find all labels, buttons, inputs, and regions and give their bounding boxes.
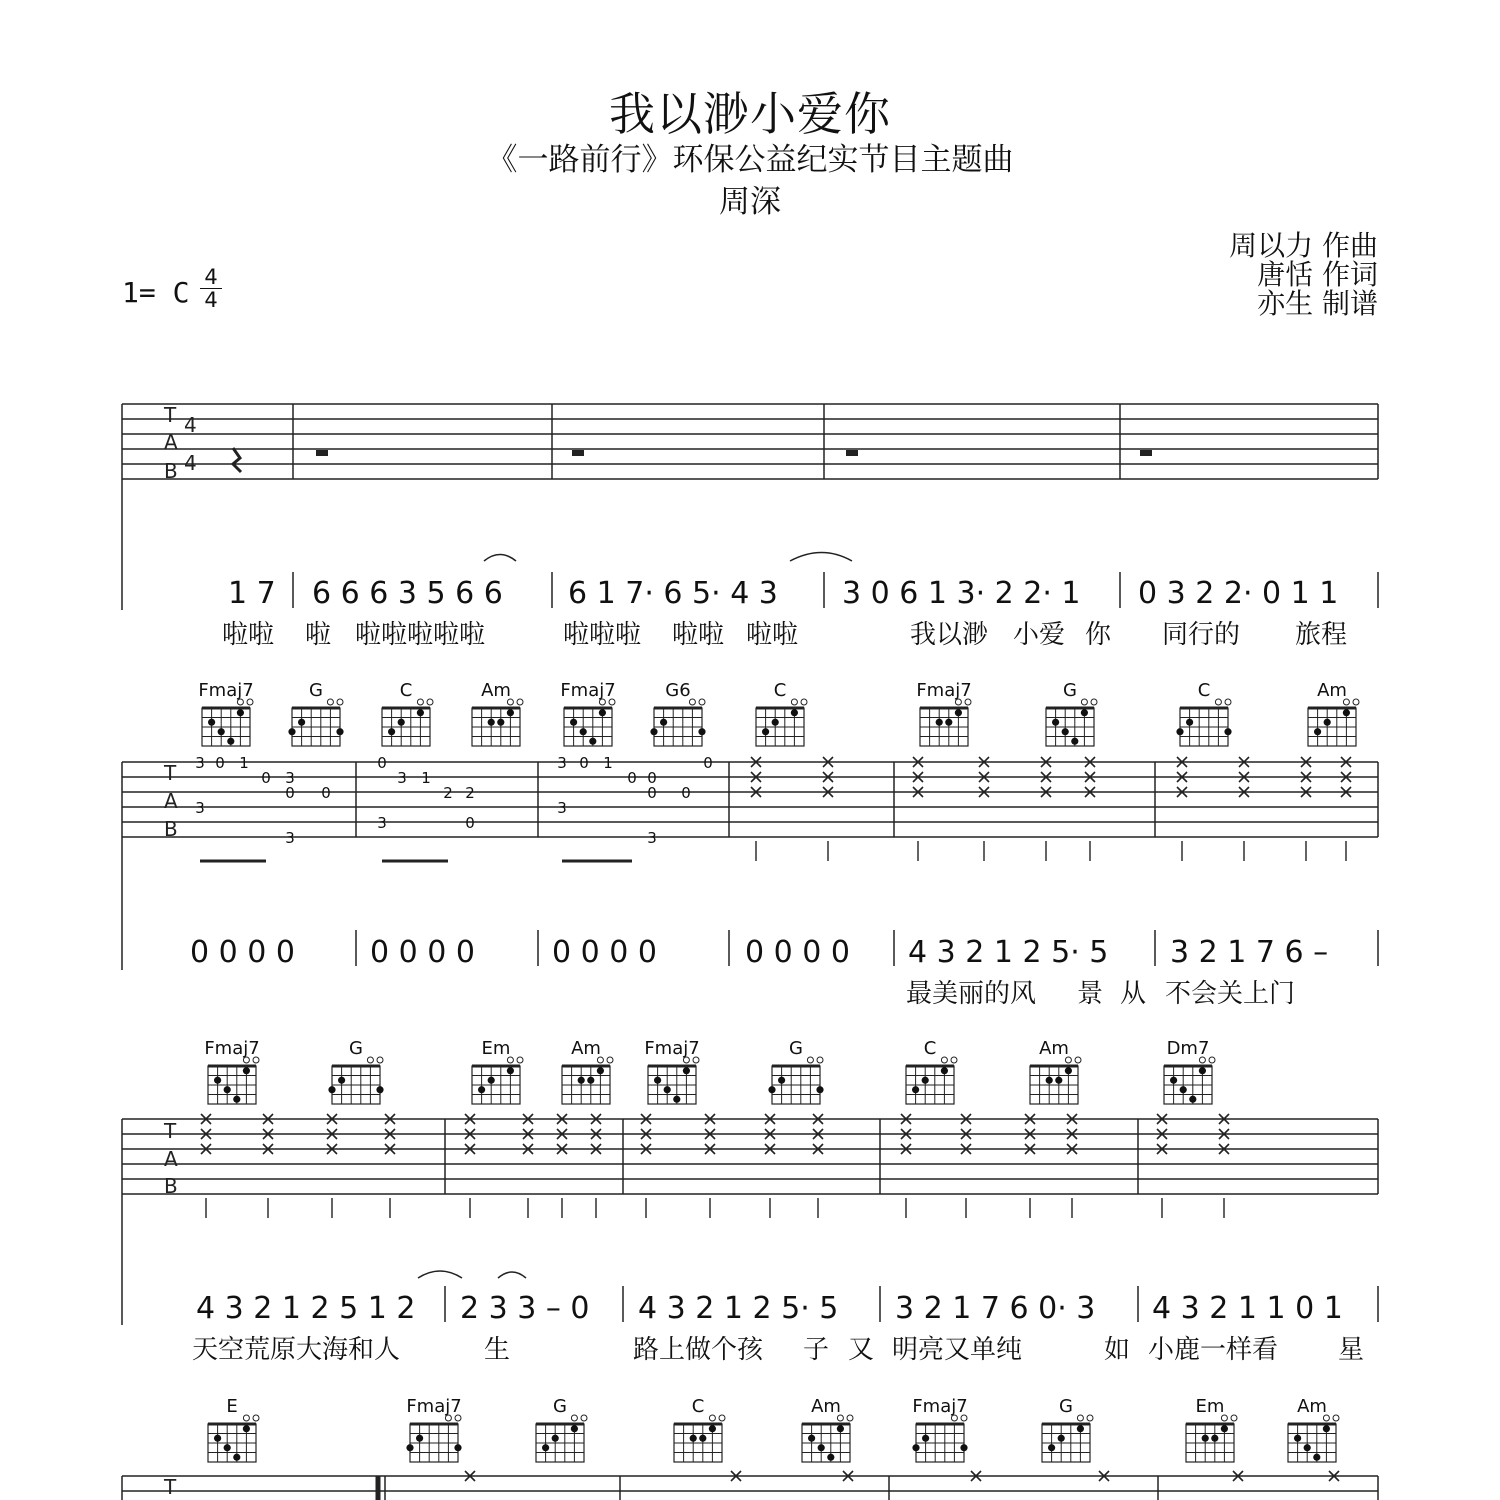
chord-diagram [406, 1396, 461, 1462]
credit-lyricist: 唐恬 作词 [1257, 258, 1378, 291]
chord-name: Fmaj7 [916, 680, 972, 701]
chord-name: G [789, 1038, 803, 1059]
chord-name: Am [571, 1038, 601, 1059]
melody-measure: 0 0 0 0 [190, 935, 295, 970]
chord-name: C [399, 680, 413, 701]
chord-name: Fmaj7 [406, 1396, 462, 1417]
tab-letter-t: T [164, 1119, 177, 1143]
lyric-word: 啦啦啦 [563, 620, 642, 650]
melody-line-2 [190, 930, 1378, 970]
fret-number: 0 [647, 784, 657, 802]
key-signature: 1= C [122, 276, 190, 309]
melody-measure: 0 0 0 0 [745, 935, 850, 970]
fret-number: 0 [703, 754, 713, 772]
chord-diagram [1164, 1038, 1215, 1104]
chord-name: Fmaj7 [912, 1396, 968, 1417]
fret-number: 3 [285, 829, 295, 847]
fret-number: 0 [627, 769, 637, 787]
melody-measure: 3 0 6 1 3· 2 2· 1 [842, 576, 1081, 611]
tab-letter-a: A [164, 789, 178, 813]
lyric-word: 小鹿一样看 [1148, 1335, 1279, 1365]
fret-number: 1 [603, 754, 613, 772]
chord-diagram [328, 1038, 383, 1104]
melody-measure: 6 6 6 3 5 6 6 [312, 576, 503, 611]
chord-diagram [536, 1396, 587, 1462]
tab-letter-b: B [164, 817, 178, 841]
chord-name: G [553, 1396, 567, 1417]
melody-measure: 3 2 1 7 6 0· 3 [895, 1291, 1096, 1326]
fret-number: 3 [285, 769, 295, 787]
fret-number: 0 [215, 754, 225, 772]
chord-diagram [768, 1038, 823, 1104]
fret-number: 0 [261, 769, 271, 787]
chord-diagram [650, 680, 705, 746]
chord-diagram [644, 1038, 699, 1104]
fret-number: 0 [377, 754, 387, 772]
chord-name: E [226, 1396, 238, 1417]
fret-number: 1 [421, 769, 431, 787]
lyric-word: 啦啦 [222, 620, 275, 650]
chord-diagram [204, 1038, 259, 1104]
fret-number: 3 [557, 754, 567, 772]
singer-name: 周深 [719, 184, 781, 220]
lyric-word: 明亮又单纯 [892, 1335, 1023, 1365]
fret-number: 0 [465, 814, 475, 832]
fret-number: 0 [285, 784, 295, 802]
credit-composer: 周以力 作曲 [1229, 229, 1378, 262]
melody-measure: 6 1 7· 6 5· 4 3 [568, 576, 778, 611]
melody-measure: 4 3 2 1 1 0 1 [1152, 1291, 1343, 1326]
chord-name: Am [481, 680, 511, 701]
chord-name: Fmaj7 [560, 680, 616, 701]
tab-letter-t: T [164, 403, 177, 427]
intro-rests [233, 448, 1152, 472]
fret-number: 3 [647, 829, 657, 847]
tab-staff-4 [122, 1476, 1378, 1500]
lyric-word: 旅程 [1295, 620, 1348, 650]
chord-diagram [674, 1396, 725, 1462]
lyric-word: 同行的 [1162, 620, 1241, 650]
lyric-word: 景 [1077, 979, 1104, 1009]
lyrics-line-3 [192, 1335, 1364, 1365]
chord-row-1 [198, 680, 1359, 746]
time-signature-top: 4 [200, 266, 222, 289]
melody-measure: 3 2 1 7 6 – [1170, 935, 1329, 970]
chord-diagram [208, 1396, 259, 1462]
chord-name: C [923, 1038, 937, 1059]
chord-name: Am [811, 1396, 841, 1417]
chord-name: C [773, 680, 787, 701]
chord-diagram [1046, 680, 1097, 746]
melody-measure: 0 0 0 0 [370, 935, 475, 970]
melody-measure: 0 3 2 2· 0 1 1 [1138, 576, 1339, 611]
melody-measure: 1 7 [228, 576, 276, 611]
chord-diagram [560, 680, 615, 746]
tab-clef-2 [163, 761, 178, 841]
fret-number: 3 [195, 754, 205, 772]
credit-transcriber: 亦生 制谱 [1257, 287, 1378, 320]
chord-name: Am [1039, 1038, 1069, 1059]
chord-diagram [472, 680, 523, 746]
tab-letter-a: A [164, 1147, 178, 1171]
chord-name: Em [1195, 1396, 1225, 1417]
fret-number: 2 [443, 784, 453, 802]
chord-name: Em [481, 1038, 511, 1059]
fret-number: 3 [377, 814, 387, 832]
tab-letter-b: B [164, 459, 178, 483]
fret-number: 0 [579, 754, 589, 772]
lyric-word: 天空荒原大海和人 [192, 1335, 401, 1365]
melody-measure: 4 3 2 1 2 5· 5 [908, 935, 1109, 970]
chord-diagram [756, 680, 807, 746]
lyric-word: 生 [484, 1335, 511, 1365]
chord-diagram [472, 1038, 523, 1104]
chord-diagram [562, 1038, 613, 1104]
lyric-word: 路上做个孩 [633, 1335, 764, 1365]
lyric-word: 如 [1104, 1335, 1131, 1365]
lyric-word: 啦 [305, 620, 332, 650]
time-signature-bottom: 4 [204, 288, 218, 312]
chord-diagram [288, 680, 343, 746]
lyric-word: 从 [1120, 979, 1147, 1009]
lyric-word: 不会关上门 [1165, 979, 1296, 1009]
tab-letter-b: B [164, 1174, 178, 1198]
chord-diagram [1042, 1396, 1093, 1462]
fret-number: 2 [465, 784, 475, 802]
song-title: 我以渺小爱你 [609, 87, 891, 141]
chord-name: Fmaj7 [198, 680, 254, 701]
tab-letter-t: T [164, 761, 177, 785]
lyric-word: 又 [848, 1335, 875, 1365]
melody-line-3 [196, 1271, 1378, 1326]
chord-row-2 [204, 1038, 1215, 1104]
chord-diagram [382, 680, 433, 746]
chord-name: Fmaj7 [204, 1038, 260, 1059]
tab-time-top: 4 [184, 413, 197, 437]
lyric-word: 最美丽的风 [906, 979, 1037, 1009]
fret-number: 0 [321, 784, 331, 802]
lyric-word: 星 [1338, 1335, 1365, 1365]
fret-number: 0 [681, 784, 691, 802]
lyric-word: 我以渺 [910, 620, 989, 650]
chord-name: G [1059, 1396, 1073, 1417]
chord-name: G6 [665, 680, 691, 701]
chord-row-3 [208, 1396, 1339, 1462]
fret-number: 3 [397, 769, 407, 787]
lyric-word: 小爱 [1013, 620, 1066, 650]
chord-name: C [691, 1396, 705, 1417]
chord-diagram [1288, 1396, 1339, 1462]
fret-number: 0 [647, 769, 657, 787]
chord-name: G [1063, 680, 1077, 701]
chord-name: Dm7 [1166, 1038, 1210, 1059]
chord-name: Fmaj7 [644, 1038, 700, 1059]
melody-line-1 [228, 553, 1378, 612]
chord-diagram [1030, 1038, 1081, 1104]
chord-diagram [1186, 1396, 1237, 1462]
lyric-word: 啦啦啦啦啦 [355, 620, 486, 650]
tab-letter-a: A [164, 430, 178, 454]
tab-clef-4 [163, 1475, 177, 1499]
chord-name: G [309, 680, 323, 701]
tab-time-bottom: 4 [184, 451, 197, 475]
lyric-word: 你 [1085, 620, 1112, 650]
lyric-word: 啦啦 [746, 620, 799, 650]
melody-measure: 4 3 2 1 2 5 1 2 [196, 1291, 416, 1326]
chord-diagram [1308, 680, 1359, 746]
chord-name: G [349, 1038, 363, 1059]
fret-number: 1 [239, 754, 249, 772]
chord-diagram [1176, 680, 1231, 746]
chord-diagram [198, 680, 253, 746]
chord-name: Am [1317, 680, 1347, 701]
tab-letter-t: T [164, 1475, 177, 1499]
chord-diagram [912, 1396, 967, 1462]
tab-clef-intro [163, 403, 197, 483]
lyrics-line-2 [906, 979, 1295, 1009]
lyrics-line-1 [222, 620, 1347, 650]
song-subtitle: 《一路前行》环保公益纪实节目主题曲 [486, 142, 1014, 178]
tab-clef-3 [163, 1119, 178, 1198]
melody-measure: 0 0 0 0 [552, 935, 657, 970]
fret-number: 3 [195, 799, 205, 817]
melody-measure: 4 3 2 1 2 5· 5 [638, 1291, 839, 1326]
lyric-word: 啦啦 [672, 620, 725, 650]
lyric-word: 子 [803, 1335, 830, 1365]
tab-marks-3 [201, 1114, 1229, 1218]
melody-measure: 2 3 3 – 0 [460, 1291, 590, 1326]
chord-name: C [1197, 680, 1211, 701]
chord-diagram [916, 680, 971, 746]
chord-diagram [802, 1396, 853, 1462]
chord-diagram [906, 1038, 957, 1104]
chord-name: Am [1297, 1396, 1327, 1417]
fret-number: 3 [557, 799, 567, 817]
